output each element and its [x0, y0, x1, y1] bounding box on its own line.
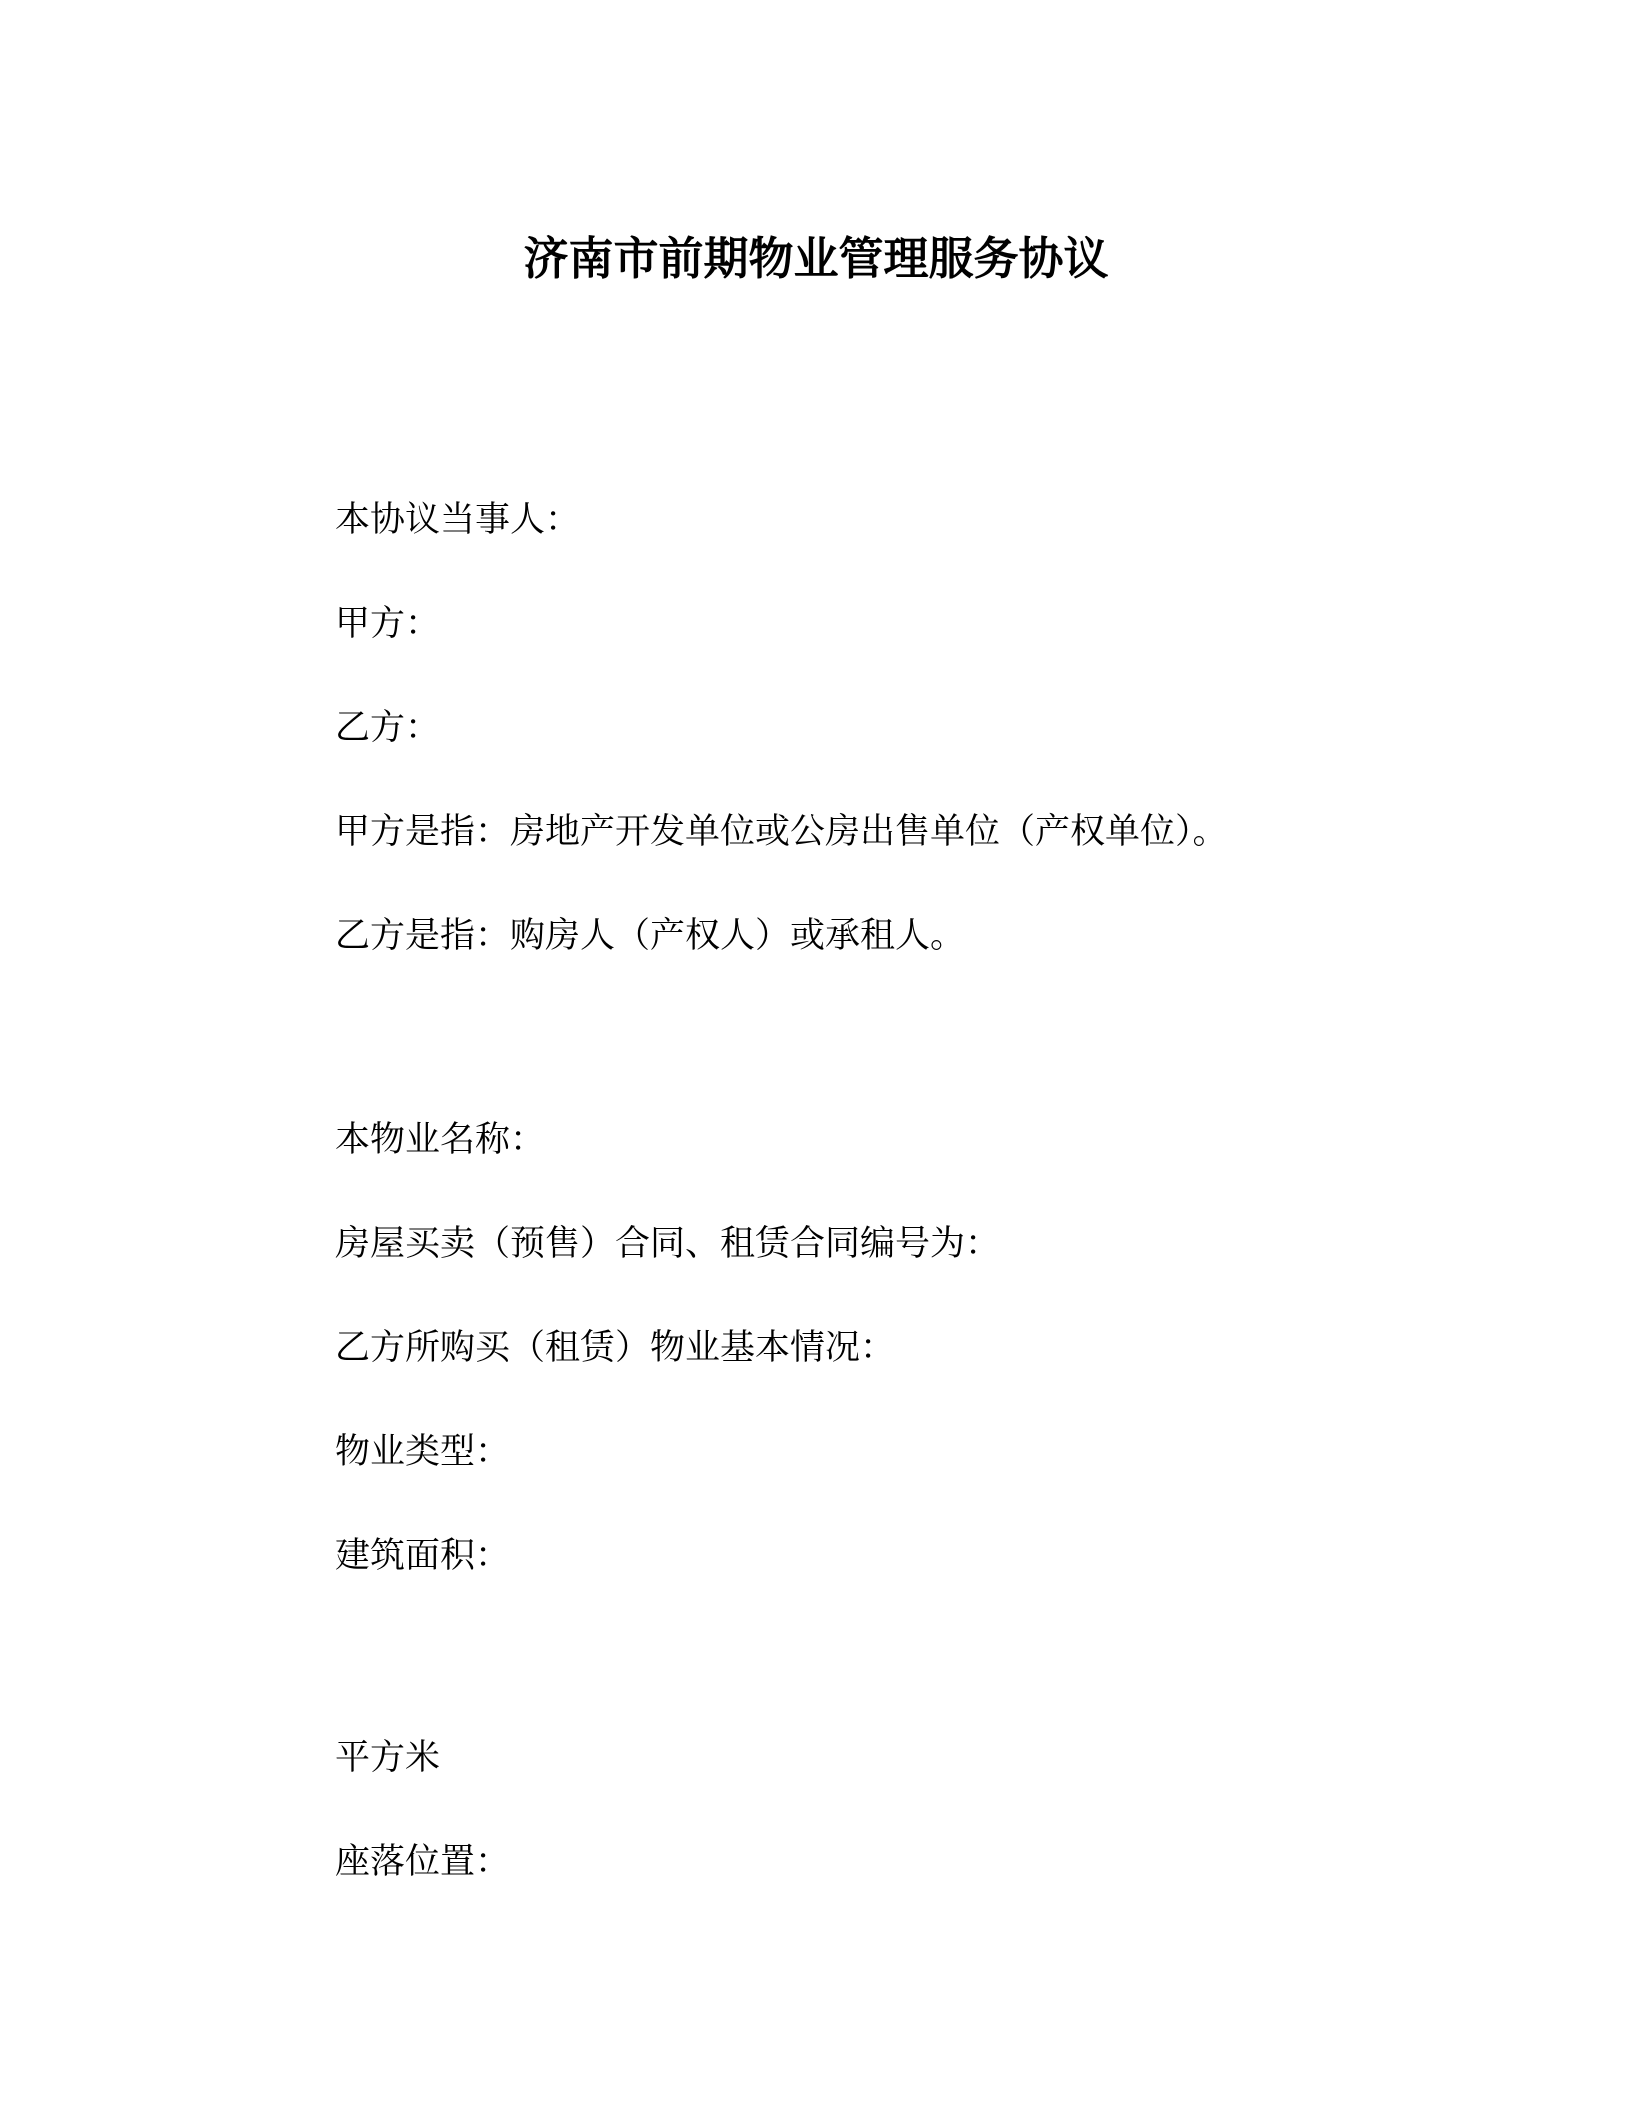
party-b-definition: 乙方是指：购房人（产权人）或承租人。	[335, 916, 966, 956]
property-basic-info-label: 乙方所购买（租赁）物业基本情况：	[335, 1328, 896, 1368]
parties-heading: 本协议当事人：	[335, 500, 581, 540]
square-meters-unit: 平方米	[335, 1738, 441, 1778]
location-label: 座落位置：	[335, 1842, 511, 1882]
property-name-label: 本物业名称：	[335, 1120, 546, 1160]
building-area-label: 建筑面积：	[335, 1536, 511, 1576]
party-b-label: 乙方：	[335, 708, 441, 748]
document-title: 济南市前期物业管理服务协议	[523, 232, 1109, 285]
party-a-label: 甲方：	[335, 604, 441, 644]
property-type-label: 物业类型：	[335, 1432, 511, 1472]
party-a-definition: 甲方是指：房地产开发单位或公房出售单位（产权单位）。	[335, 812, 1228, 852]
contract-number-label: 房屋买卖（预售）合同、租赁合同编号为：	[335, 1224, 1001, 1264]
